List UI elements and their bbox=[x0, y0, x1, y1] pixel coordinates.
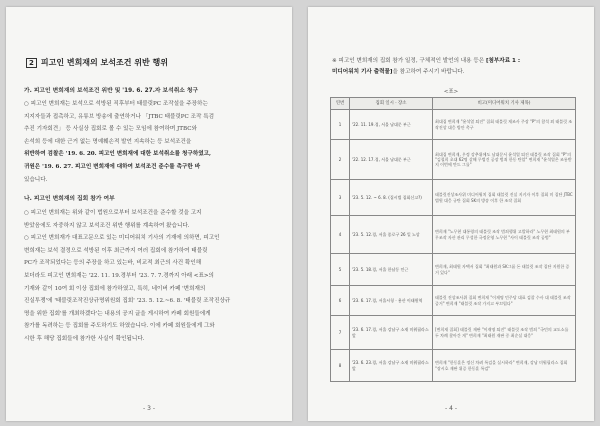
table-row bbox=[331, 216, 576, 254]
table-row bbox=[331, 254, 576, 286]
cell-notes: 변희재 "한동훈은 정신 차려 특검을 실시하라" 변희재, 강남 미워필라스 집회 "장시호 재판 위증 한동훈 특검" bbox=[433, 350, 576, 382]
page-number: - 3 - bbox=[143, 405, 155, 412]
paragraph-b bbox=[24, 207, 276, 346]
cell-no: 5 bbox=[331, 254, 350, 286]
cell-date: '23. 5. 12. ~ 6. 8. (집시법 집회신고?) bbox=[350, 180, 433, 216]
cell-no: 6 bbox=[331, 286, 350, 316]
cell-no: 1 bbox=[331, 110, 350, 140]
text-line: PC가 조작되었다는 등의 주장을 하고 있는바, 비교적 최근의 사건 확인해 bbox=[24, 260, 202, 267]
cell-notes: 최대집 변희재, 우정 강추위에도 남대문서 윤석열 퇴진 태블릿 조작 집회 "P"의 "김철희 초대 62명 살해 무법건 공장 범죄 한동 탄압" 변희재 "윤석열은 조롱받지 이번에 만드 그를" bbox=[433, 140, 576, 180]
cell-no: 4 bbox=[331, 216, 350, 254]
cell-notes: 변희재 "노무현 대통령의 태블릿 조작 범죄행위 고발하라" 노무현 최태원의 부무조작 자산 관리 무성한 국정운영 노무현 "사이 태블릿 조작 공범" bbox=[433, 216, 576, 254]
note-attachment: [첨부자료 1 : bbox=[485, 58, 521, 64]
document-page-3 bbox=[6, 7, 292, 421]
text-line: 참가를 독려하는 등 집회를 주도하기도 하였습니다. 이에 카페 회원들에게 그와 bbox=[24, 323, 215, 330]
rally-table bbox=[330, 97, 576, 382]
text-line: ○ 피고인 변희재는 보석으로 석방된 직후부터 태블릿PC 조작설을 주장하는 bbox=[24, 101, 208, 107]
cell-date: '22. 12. 17.경, 서울 남대문 부근 bbox=[350, 140, 433, 180]
text-line: 귀원은 '19. 6. 27. 피고인 변희재에 대하여 보석조건 준수를 촉구한 바 bbox=[24, 163, 201, 170]
section-title bbox=[26, 57, 168, 68]
header-no: 연번 bbox=[331, 98, 350, 110]
cell-date: '23. 5. 12.경, 서울 종로구 26 일 노상 bbox=[350, 216, 433, 254]
text-line: 위반하여 검찰은 '19. 6. 20. 피고인 변희재에 대한 보석취소를 청구하였고, bbox=[24, 151, 211, 158]
text-line: 명을 위한 집회'를 개최하겠다'는 내용의 공지 글을 게시하여 카페 회원들에게 bbox=[24, 310, 211, 317]
cell-no: 8 bbox=[331, 350, 350, 382]
subheading-b: 나. 피고인 변희재의 집회 참가 여부 bbox=[24, 196, 115, 202]
text-line: 추진 기자회견」 등 사실상 집회로 볼 수 있는 모임에 참여하며 JTBC와 bbox=[24, 126, 197, 133]
cell-notes: 태블릿진상조사위 미디어워치 집회 태블릿 진실 지키자 이후 집회 미 집단 JTBC 법원 대응 규탄 집회 SK의 방송 이후 한 조작 집회 bbox=[433, 180, 576, 216]
cell-notes: 태블릿 진상조사위 집회 변희재 "이재명 민주당 대표 검찰 수사 대 태블릿 조작 증거" 변희재 "태블릿 조작 가지고 부끄럽다" bbox=[433, 286, 576, 316]
cell-date: '23. 6. 17.경, 서울시청 · 용산 이태원역 bbox=[350, 286, 433, 316]
cell-date: '23. 6. 17.경, 서울 강남구 소재 미워필라스 앞 bbox=[350, 316, 433, 350]
cell-notes: [변희재 집회] 태블릿 재판 "이재명 퇴진" 태블릿 조작 범죄 "국민의 교도소를 두 차례 찾아간 게" 변희재 "최태원 재판 중 최순실 대응" bbox=[433, 316, 576, 350]
cell-no: 3 bbox=[331, 180, 350, 216]
cell-date: '22. 11. 19.경, 서울 남대문 부근 bbox=[350, 110, 433, 140]
cell-date: '23. 6. 23.경, 서울 강남구 소재 미워필라스 앞 bbox=[350, 350, 433, 382]
cell-notes: 변희재, 최태원 자택서 집회 "최태원과 SK그룹 돈 태블릿 조작 집단 지원한 증거 있다" bbox=[433, 254, 576, 286]
section-number: 2 bbox=[26, 58, 37, 68]
text-line: 기재와 같이 10여 회 이상 집회에 참가하였고, 특히, 네이버 카페 '변희재의 bbox=[24, 285, 206, 292]
table-row bbox=[331, 286, 576, 316]
paragraph-a bbox=[24, 98, 276, 186]
cell-notes: 최대집 변희재 "윤석열 퇴진" 집회 태블릿 재조사 주장 "P"의 참석 외 태블릿 조작진상 대응 방안 촉구 bbox=[433, 110, 576, 140]
cell-no: 7 bbox=[331, 316, 350, 350]
table-row bbox=[331, 350, 576, 382]
table-header-row bbox=[331, 98, 576, 110]
section-title-text: 피고인 변희재의 보석조건 위반 행위 bbox=[40, 58, 168, 67]
cell-no: 2 bbox=[331, 140, 350, 180]
text-line: 있습니다. bbox=[24, 176, 48, 183]
table-caption: <표> bbox=[443, 89, 459, 95]
text-line: 손석희 등에 대한 근거 없는 명예훼손적 발언 지속하는 등 보석조건을 bbox=[24, 138, 192, 145]
note-prefix: ※ 피고인 변희재의 집회 참가 일정, 구체적인 발언의 내용 등은 bbox=[332, 58, 486, 64]
table-row bbox=[331, 140, 576, 180]
text-line: 보더라도 피고인 변희재는 '22. 11. 19.경부터 '23. 7. 7.경까지 아래 <표>의 bbox=[24, 272, 214, 279]
text-line: 지지자들과 접촉하고, 유튜브 방송에 출연하거나 「JTBC 태블릿PC 조작 특검 bbox=[24, 113, 215, 120]
table-row bbox=[331, 316, 576, 350]
text-line: 진실투쟁'에 '태블릿조작진상규명위원회 집회' '23. 5. 12.~6. 8. '태블릿 조작진상규 bbox=[24, 298, 231, 305]
table-row bbox=[331, 180, 576, 216]
reference-note bbox=[332, 56, 574, 78]
text-line: ○ 피고인 변희재는 위와 같이 법원으로부터 보석조건을 준수할 것을 고지 bbox=[24, 210, 202, 216]
note-attachment-title: 미디어워치 기사 출력물] bbox=[332, 69, 393, 75]
page-number: - 4 - bbox=[445, 405, 457, 412]
header-date: 집회 일시 · 장소 bbox=[350, 98, 433, 110]
table-row bbox=[331, 110, 576, 140]
text-line: ○ 피고인 변희재가 대표고문으로 있는 미디어워치 기사의 기재에 의하면, 피고인 bbox=[24, 235, 220, 242]
document-page-4 bbox=[308, 7, 594, 421]
note-suffix: 을 참고하여 주시기 바랍니다. bbox=[392, 69, 465, 75]
text-line: 받았음에도 자중하지 않고 보석조건 위반 행위를 계속하여 왔습니다. bbox=[24, 222, 190, 229]
header-notes: 비고(미디어워치 기사 제목) bbox=[433, 98, 576, 110]
cell-date: '23. 5. 18.경, 서울 한남동 인근 bbox=[350, 254, 433, 286]
text-line: 시한 후 해당 집회들에 참가한 사실이 확인됩니다. bbox=[24, 335, 145, 342]
text-line: 변희재는 보석 결정으로 석방된 이후 최근까지 여러 집회에 참가하여 태블릿 bbox=[24, 247, 208, 254]
subheading-a: 가. 피고인 변희재의 보석조건 위반 및 '19. 6. 27.자 보석취소 청구 bbox=[24, 88, 199, 94]
